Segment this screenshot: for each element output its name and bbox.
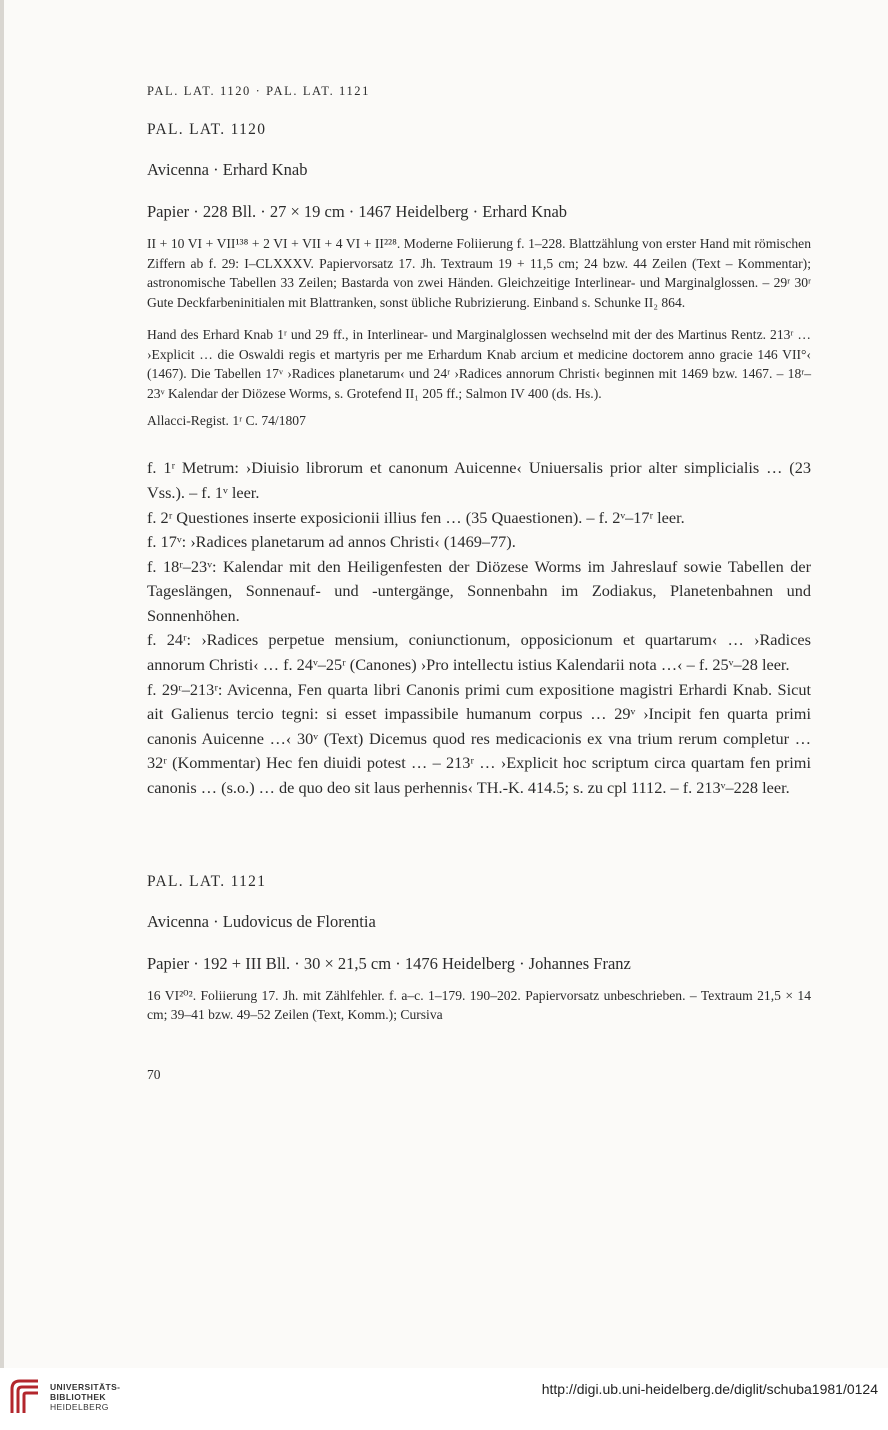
- page-edge: [0, 0, 4, 1430]
- history-paragraph: Hand des Erhard Knab 1ʳ und 29 ff., in Interlinear- und Marginalglossen wechselnd mit der des Martinus Rentz. 213ʳ … ›Explicit … die Oswaldi regis et martyris per me Erhardum Knab arcium et medicine doctorem anno gracie 146 VII°‹ (1467). Die Tabellen 17ᵛ ›Radices planetarum‹ und 24ʳ ›Radices annorum Christi‹ beginnen mit 1469 bzw. 1467. – 18ʳ–23ᵛ Kalendar der Diözese Worms, s. Grotefend II₁ 205 ff.; Salmon IV 400 (ds. Hs.).: [147, 326, 811, 401]
- contents-item: f. 29ʳ–213ʳ: Avicenna, Fen quarta libri Canonis primi cum expositione magistri Erhardi Knab. Sicut ait Galienus tercio tegni: si esset impassibile humanum corpus … 29ᵛ ›Incipit fen quarta primi canonis Auicenne …‹ 30ᵛ (Text) Dicemus quod res medicacionis ex vna trium rerum completur … 32ʳ (Kommentar) Hec fen diuidi potest … – 213ʳ … ›Explicit hoc scriptum circa quartam fen primi canonis … (s.o.) … de quo deo sit laus perhennis‹ TH.-K. 414.5; s. zu cpl 1112. – f. 213ᵛ–228 leer.: [147, 679, 811, 798]
- author-line: Avicenna · Erhard Knab: [147, 160, 308, 179]
- running-head: PAL. LAT. 1120 · PAL. LAT. 1121: [147, 84, 370, 98]
- register-note: Allacci-Regist. 1ʳ C. 74/1807: [147, 412, 306, 428]
- entry-pal-lat-1121: [147, 873, 811, 1025]
- shelfmark: PAL. LAT. 1121: [147, 872, 267, 890]
- footer: [0, 1368, 888, 1430]
- library-logo-icon: [8, 1377, 42, 1417]
- contents-list: [147, 456, 811, 800]
- summary-line: Papier · 228 Bll. · 27 × 19 cm · 1467 Heidelberg · Erhard Knab: [147, 202, 568, 221]
- page-content: [147, 84, 811, 1083]
- shelfmark: PAL. LAT. 1120: [147, 121, 267, 138]
- author-line: Avicenna · Ludovicus de Florentia: [147, 911, 376, 931]
- library-name-line: BIBLIOTHEK: [50, 1392, 106, 1402]
- summary-line: Papier · 192 + III Bll. · 30 × 21,5 cm · 1476 Heidelberg · Johannes Franz: [147, 953, 631, 973]
- contents-item: f. 18ʳ–23ᵛ: Kalendar mit den Heiligenfesten der Diözese Worms im Jahreslauf sowie Tabellen der Tageslängen, Sonnenauf- und -untergänge, Sonnenbahn im Zodiakus, Planetenbahnen und Sonnenhöhen.: [147, 556, 811, 625]
- codicology-paragraph: 16 VI²⁰². Foliierung 17. Jh. mit Zählfehler. f. a–c. 1–179. 190–202. Papiervorsatz unbeschrieben. – Textraum 21,5 × 14 cm; 39–41 bzw. 49–52 Zeilen (Text, Komm.); Cursiva: [147, 987, 811, 1023]
- library-name-line: UNIVERSITÄTS-: [50, 1382, 121, 1392]
- entry-pal-lat-1120: [147, 121, 811, 801]
- codicology-paragraph: II + 10 VI + VII¹³⁸ + 2 VI + VII + 4 VI + II²²⁸. Moderne Foliierung f. 1–228. Blattzählung von erster Hand mit römischen Ziffern ab f. 29: I–CLXXXV. Papiervorsatz 17. Jh. Textraum 19 + 11,5 cm; 24 bzw. 44 Zeilen (Text – Kommentar); astronomische Tabellen 33 Zeilen; Bastarda von zwei Händen. Gleichzeitige Interlinear- und Marginalglossen. – 29ʳ 30ʳ Gute Deckfarbeninitialen mit Blattranken, sonst übliche Rubrizierung. Einband s. Schunke II₂ 864.: [147, 236, 811, 311]
- contents-item: f. 1ʳ Metrum: ›Diuisio librorum et canonum Auicenne‹ Uniuersalis prior alter simplicialis … (23 Vss.). – f. 1ᵛ leer.: [147, 458, 811, 502]
- contents-item: f. 2ʳ Questiones inserte exposicionii illius fen … (35 Quaestionen). – f. 2ᵛ–17ʳ leer.: [147, 507, 685, 527]
- permalink-url[interactable]: http://digi.ub.uni-heidelberg.de/diglit/schuba1981/0124: [541, 1381, 878, 1397]
- contents-item: f. 17ᵛ: ›Radices planetarum ad annos Christi‹ (1469–77).: [147, 532, 516, 552]
- page-number: 70: [147, 1067, 161, 1083]
- contents-item: f. 24ʳ: ›Radices perpetue mensium, coniunctionum, opposicionum et quartarum‹ … ›Radices annorum Christi‹ … f. 24ᵛ–25ʳ (Canones) ›Pro intellectu istius Kalendarii nota …‹ – f. 25ᵛ–28 leer.: [147, 630, 811, 675]
- library-name-line: HEIDELBERG: [50, 1402, 109, 1412]
- library-name: [50, 1382, 120, 1412]
